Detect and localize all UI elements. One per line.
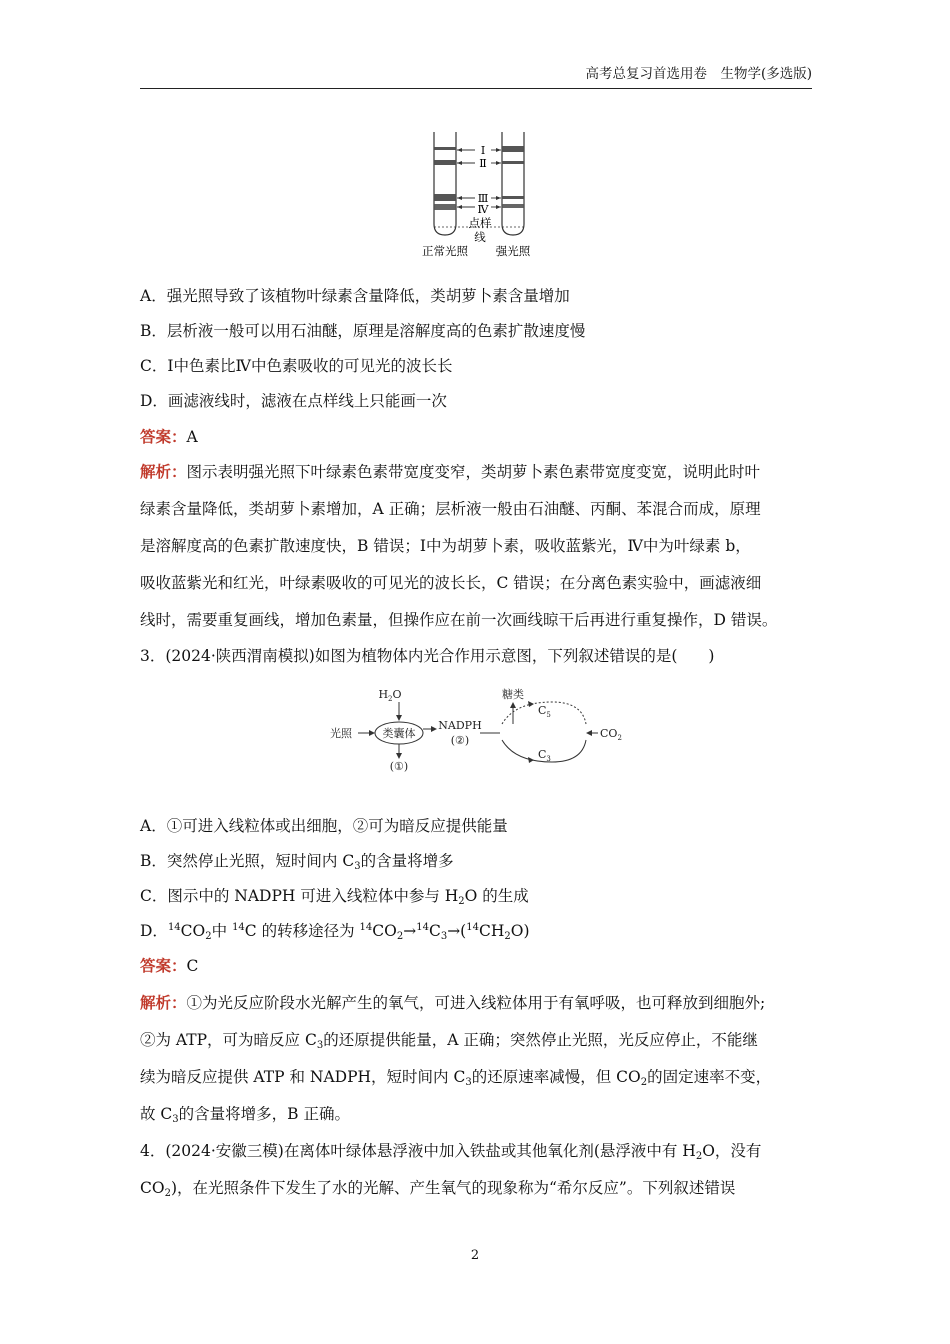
- q2-analysis-line-4: 吸收蓝紫光和红光，叶绿素吸收的可见光的波长长，C 错误；在分离色素实验中，画滤液细: [140, 574, 762, 592]
- analysis-label: 解析：: [140, 462, 187, 481]
- q3-analysis-line-4: 故 $C_3$的含量将增多，B 正确。: [140, 1105, 350, 1125]
- product2-label: (②): [450, 734, 470, 747]
- q2-option-a: A．强光照导致了该植物叶绿素含量降低，类胡萝卜素含量增加: [140, 287, 570, 305]
- q3-analysis-line-1: 解析：①为光反应阶段水光解产生的氧气，可进入线粒体用于有氧呼吸，也可释放到细胞外;: [140, 993, 766, 1012]
- right-band-4: [503, 204, 524, 208]
- sugar-label: 糖类: [502, 688, 524, 701]
- c5-label: $C_5$: [538, 704, 551, 719]
- q3-option-d: D．$^{14}CO_2$中 $^{14}$C 的转移途径为 $^{14}CO_2\to^{14}C_3\to(^{14}CH_2O)$: [140, 922, 530, 942]
- c3-label: $C_3$: [538, 748, 551, 763]
- q3-analysis-line-2: ②为 ATP，可为暗反应 $C_3$的还原提供能量，A 正确；突然停止光照，光反应停止，不能继: [140, 1031, 758, 1051]
- answer-value: A: [186, 428, 198, 446]
- right-band-3: [503, 196, 524, 199]
- q4-line-2: $CO_2$)，在光照条件下发生了水的光解、产生氧气的现象称为“希尔反应”。下列叙述错误: [140, 1179, 736, 1199]
- q3-stem: 3．(2024·陕西渭南模拟)如图为植物体内光合作用示意图，下列叙述错误的是( ): [140, 647, 715, 665]
- header-title: 高考总复习首选用卷 生物学(多选版): [585, 66, 812, 82]
- band-label-2: Ⅱ: [479, 157, 487, 170]
- light-label: 光照: [330, 727, 352, 740]
- thylakoid-label: 类囊体: [382, 727, 416, 740]
- co2-label: $CO_2$: [600, 727, 622, 742]
- band-label-3: Ⅲ: [477, 192, 489, 205]
- q3-analysis-line-3: 续为暗反应提供 ATP 和 NADPH，短时间内 $C_3$的还原速率减慢，但 $CO_2$的固定速率不变，: [140, 1068, 772, 1088]
- answer-label: 答案：: [140, 427, 187, 446]
- right-band-1: [503, 146, 524, 152]
- q2-analysis-line-5: 线时，需要重复画线，增加色素量，但操作应在前一次画线晾干后再进行重复操作，D 错误。: [140, 611, 778, 629]
- q4-line-1: 4．(2024·安徽三模)在离体叶绿体悬浮液中加入铁盐或其他氧化剂(悬浮液中有 $H_2O$，没有: [140, 1142, 762, 1162]
- analysis-label: 解析：: [140, 993, 187, 1012]
- q2-analysis-line-2: 绿素含量降低，类胡萝卜素增加，A 正确；层析液一般由石油醚、丙酮、苯混合而成，原理: [140, 500, 761, 518]
- q2-analysis-line-1: [140, 454, 816, 490]
- answer-value: C: [186, 957, 199, 975]
- q2-answer: [140, 419, 816, 455]
- band-label-1: Ⅰ: [480, 144, 486, 157]
- left-band-1: [435, 147, 456, 150]
- right-caption: 强光照: [495, 244, 531, 258]
- water-label: $H_2O$: [378, 688, 402, 703]
- q3-answer: [140, 948, 816, 984]
- right-band-2: [503, 161, 524, 164]
- q3-option-b: B．突然停止光照，短时间内 $C_3$的含量将增多: [140, 852, 454, 872]
- left-caption: 正常光照: [422, 244, 468, 258]
- q2-option-b: B．层析液一般可以用石油醚，原理是溶解度高的色素扩散速度慢: [140, 322, 586, 340]
- analysis-text: 图示表明强光照下叶绿素色素带宽度变窄，类胡萝卜素色素带宽度变宽，说明此时叶: [186, 463, 761, 481]
- answer-label: 答案：: [140, 956, 187, 975]
- photosynthesis-diagram: [320, 684, 630, 780]
- left-band-3: [435, 194, 456, 201]
- page-header: [140, 62, 812, 89]
- product1-label: (①): [389, 760, 409, 773]
- page-number: 2: [470, 1248, 480, 1263]
- nadph-label: NADPH: [438, 719, 482, 732]
- q2-option-c: C．Ⅰ中色素比Ⅳ中色素吸收的可见光的波长长: [140, 357, 453, 375]
- left-band-2: [435, 160, 456, 165]
- q2-option-d: D．画滤液线时，滤液在点样线上只能画一次: [140, 392, 447, 410]
- q3-option-c: C．图示中的 NADPH 可进入线粒体中参与 $H_2O$ 的生成: [140, 887, 529, 907]
- left-band-4: [435, 204, 456, 210]
- baseline-label-2: 线: [474, 230, 486, 244]
- q3-option-a: A．①可进入线粒体或出细胞，②可为暗反应提供能量: [140, 817, 508, 835]
- q2-analysis-line-3: 是溶解度高的色素扩散速度快，B 错误；Ⅰ中为胡萝卜素，吸收蓝紫光，Ⅳ中为叶绿素 b，: [140, 537, 751, 555]
- chromatography-figure: [405, 127, 555, 267]
- baseline-label-1: 点样: [468, 216, 492, 230]
- band-label-4: Ⅳ: [477, 203, 489, 216]
